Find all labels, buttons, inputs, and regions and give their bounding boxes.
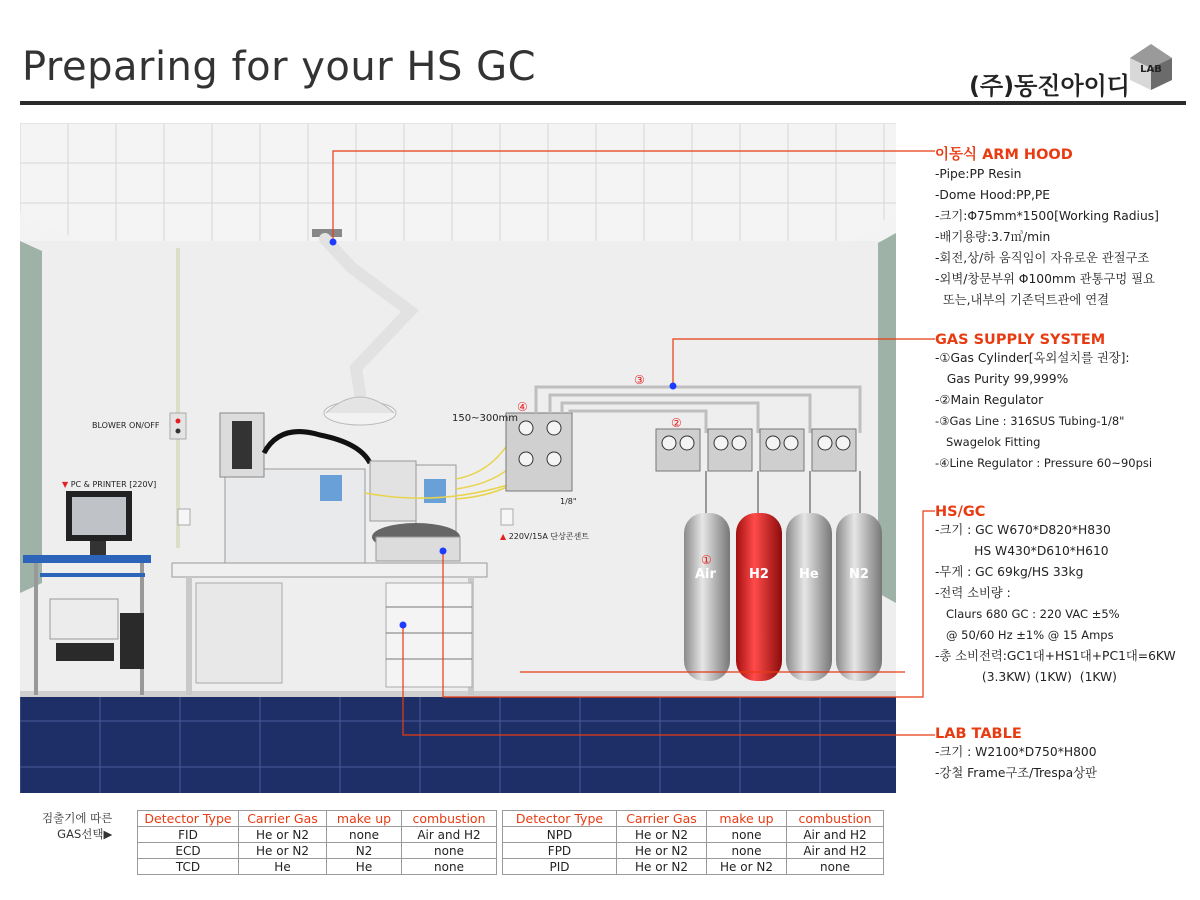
pc-printer-text: PC & PRINTER [220V] — [70, 480, 157, 489]
hsgc-line: -전력 소비량 : — [935, 586, 1011, 600]
table-cell: PID — [503, 859, 617, 875]
marker-3: ③ — [634, 373, 645, 387]
table-cell: Air and H2 — [402, 827, 497, 843]
table-cell: none — [402, 859, 497, 875]
logo-text: LAB — [1140, 64, 1162, 75]
cylinder-label-n2: N2 — [849, 567, 869, 582]
table-cell: He or N2 — [617, 859, 707, 875]
distance-label: 150~300mm — [452, 413, 519, 424]
gas-table-label-line1: 검출기에 따른 — [42, 811, 113, 825]
company-name: (주)동진아이디 — [968, 72, 1130, 100]
table-cell: FPD — [503, 843, 617, 859]
lab-table-section — [935, 726, 1097, 784]
gas-supply-line: Swagelok Fitting — [935, 435, 1041, 449]
table-header: make up — [327, 811, 402, 827]
hsgc-line: Claurs 680 GC : 220 VAC ±5% — [935, 607, 1120, 621]
table-cell: FID — [138, 827, 239, 843]
gas-supply-line: -②Main Regulator — [935, 393, 1044, 407]
table-header: Carrier Gas — [617, 811, 707, 827]
arm-hood-line: -회전,상/하 움직임이 자유로운 관절구조 — [935, 251, 1150, 265]
hsgc-section — [935, 504, 1176, 688]
table-header: combustion — [787, 811, 884, 827]
table-header: Carrier Gas — [239, 811, 327, 827]
table-cell: Air and H2 — [787, 843, 884, 859]
arm-hood-line: -크기:Φ75mm*1500[Working Radius] — [935, 209, 1159, 223]
table-cell: none — [787, 859, 884, 875]
table-cell: He or N2 — [617, 843, 707, 859]
gas-supply-title: GAS SUPPLY SYSTEM — [935, 332, 1106, 348]
gas-supply-line: -③Gas Line : 316SUS Tubing-1/8" — [935, 414, 1125, 428]
arm-hood-line: -Dome Hood:PP,PE — [935, 188, 1051, 202]
arm-hood-section — [935, 143, 1159, 311]
arm-hood-line: 또는,내부의 기존덕트관에 연결 — [935, 293, 1109, 307]
table-header: make up — [707, 811, 787, 827]
hsgc-line: HS W430*D610*H610 — [935, 544, 1109, 558]
gas-table-label — [42, 810, 112, 842]
table-header: combustion — [402, 811, 497, 827]
hsgc-title: HS/GC — [935, 504, 986, 520]
arm-hood-line: -외벽/창문부위 Φ100mm 관통구멍 필요 — [935, 272, 1155, 286]
outlet-text: 220V/15A 단상콘센트 — [508, 532, 589, 541]
lab-table-line: -강철 Frame구조/Trespa상판 — [935, 766, 1097, 780]
arm-hood-title: 이동식 ARM HOOD — [935, 147, 1073, 163]
lab-table-line: -크기 : W2100*D750*H800 — [935, 745, 1097, 759]
table-cell: N2 — [327, 843, 402, 859]
table-cell: He — [239, 859, 327, 875]
table-header-row — [138, 811, 884, 827]
table-cell: none — [707, 843, 787, 859]
gas-supply-line: -④Line Regulator : Pressure 60~90psi — [935, 456, 1153, 470]
cylinder-label-he: He — [799, 567, 819, 582]
table-cell: NPD — [503, 827, 617, 843]
table-cell: ECD — [138, 843, 239, 859]
table-row — [138, 843, 884, 859]
hsgc-line: -크기 : GC W670*D820*H830 — [935, 523, 1111, 537]
gas-table-label-line2: GAS선택▶ — [57, 827, 113, 841]
gas-selection-table — [137, 810, 884, 875]
page-title: Preparing for your HS GC — [22, 44, 536, 90]
marker-2: ② — [671, 416, 682, 430]
marker-1: ① — [701, 553, 712, 567]
table-header: Detector Type — [503, 811, 617, 827]
lab-table-title: LAB TABLE — [935, 726, 1022, 742]
table-row — [138, 827, 884, 843]
cylinder-label-air: Air — [695, 567, 716, 582]
arm-hood-line: -배기용량:3.7㎥/min — [935, 230, 1051, 244]
table-cell: He — [327, 859, 402, 875]
lab-scene — [20, 123, 896, 793]
gas-supply-line: -①Gas Cylinder[옥외설치를 권장]: — [935, 351, 1130, 365]
header-divider — [20, 101, 1186, 105]
table-cell: none — [402, 843, 497, 859]
table-cell: Air and H2 — [787, 827, 884, 843]
table-cell: none — [707, 827, 787, 843]
blower-label: BLOWER ON/OFF — [92, 421, 160, 430]
pc-printer-label: ▼ PC & PRINTER [220V] — [62, 480, 157, 489]
table-cell: TCD — [138, 859, 239, 875]
tubing-label: 1/8" — [560, 497, 577, 506]
outlet-label: ▲ 220V/15A 단상콘센트 — [500, 532, 589, 541]
table-row — [138, 859, 884, 875]
table-header: Detector Type — [138, 811, 239, 827]
lab-logo — [1128, 42, 1174, 92]
marker-4: ④ — [517, 400, 528, 414]
arm-hood-line: -Pipe:PP Resin — [935, 167, 1022, 181]
table-cell: He or N2 — [239, 827, 327, 843]
cylinder-label-h2: H2 — [749, 567, 769, 582]
table-cell: He or N2 — [239, 843, 327, 859]
hsgc-line: @ 50/60 Hz ±1% @ 15 Amps — [935, 628, 1114, 642]
table-cell: He or N2 — [617, 827, 707, 843]
hsgc-line: (3.3KW) (1KW) (1KW) — [935, 670, 1117, 684]
table-cell: He or N2 — [707, 859, 787, 875]
hsgc-line: -무게 : GC 69kg/HS 33kg — [935, 565, 1084, 579]
table-cell: none — [327, 827, 402, 843]
hsgc-line: -총 소비전력:GC1대+HS1대+PC1대=6KW — [935, 649, 1176, 663]
gas-supply-line: Gas Purity 99,999% — [935, 372, 1069, 386]
gas-supply-section — [935, 332, 1152, 474]
